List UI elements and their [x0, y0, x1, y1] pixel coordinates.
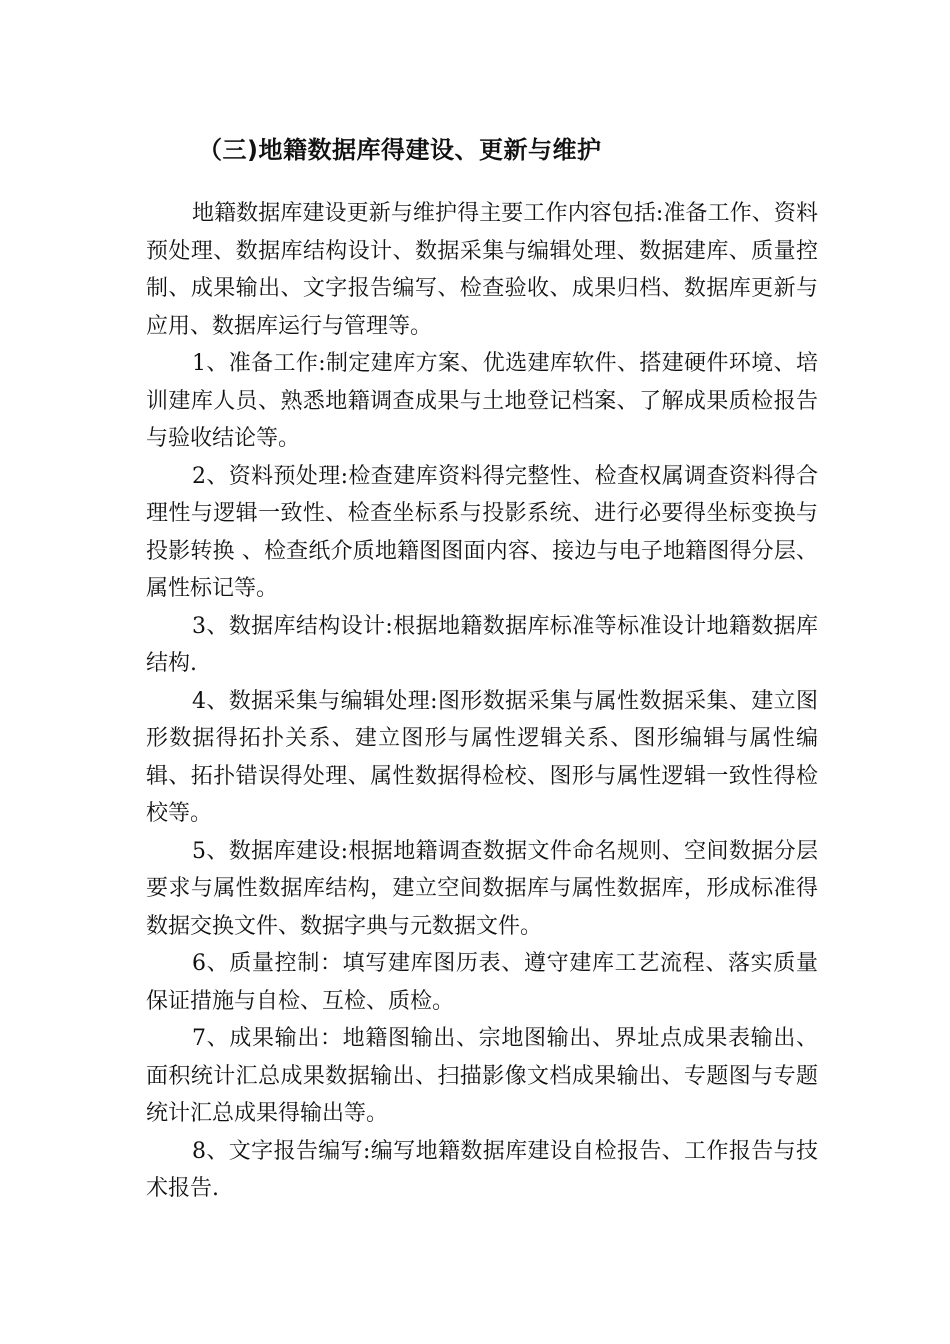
paragraph-quality-control: 6、质量控制：填写建库图历表、遵守建库工艺流程、落实质量保证措施与自检、互检、质检。	[146, 951, 818, 1014]
paragraph-report: 8、文字报告编写:编写地籍数据库建设自检报告、工作报告与技术报告.	[146, 1138, 818, 1201]
paragraph-intro: 地籍数据库建设更新与维护得主要工作内容包括:准备工作、资料预处理、数据库结构设计、数据采集与编辑处理、数据建库、质量控制、成果输出、文字报告编写、检查验收、成果归档、数据库更新与应用、数据库运行与管理等。	[146, 201, 818, 339]
paragraph-database-build: 5、数据库建设:根据地籍调查数据文件命名规则、空间数据分层要求与属性数据库结构，建立空间数据库与属性数据库，形成标准得数据交换文件、数据字典与元数据文件。	[146, 838, 818, 939]
paragraph-data-collection: 4、数据采集与编辑处理:图形数据采集与属性数据采集、建立图形数据得拓扑关系、建立图形与属性逻辑关系、图形编辑与属性编辑、拓扑错误得处理、属性数据得检校、图形与属性逻辑一致性得检校等。	[146, 688, 818, 826]
paragraph-preparation: 1、准备工作:制定建库方案、优选建库软件、搭建硬件环境、培训建库人员、熟悉地籍调查成果与土地登记档案、了解成果质检报告与验收结论等。	[146, 351, 818, 451]
body-text	[146, 195, 818, 1208]
paragraph-output: 7、成果输出：地籍图输出、宗地图输出、界址点成果表输出、面积统计汇总成果数据输出、扫描影像文档成果输出、专题图与专题统计汇总成果得输出等。	[146, 1026, 818, 1126]
paragraph-preprocessing: 2、资料预处理:检查建库资料得完整性、检查权属调查资料得合理性与逻辑一致性、检查坐标系与投影系统、进行必要得坐标变换与投影转换 、检查纸介质地籍图图面内容、接边与电子地籍图得分层、属性标记等。	[146, 463, 818, 601]
paragraph-structure-design: 3、数据库结构设计:根据地籍数据库标准等标准设计地籍数据库结构.	[146, 613, 818, 676]
section-heading: （三)地籍数据库得建设、更新与维护	[198, 136, 602, 164]
